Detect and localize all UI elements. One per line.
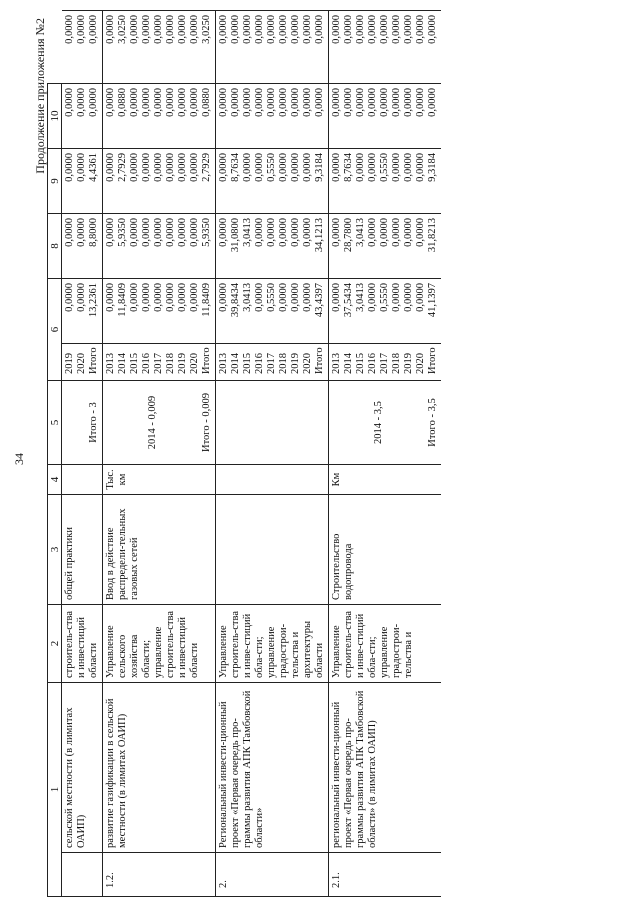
amount: 0,0000 xyxy=(302,283,313,312)
amount: 3,0413 xyxy=(242,218,253,247)
indicator-value xyxy=(329,381,442,465)
amount-cell xyxy=(62,84,103,149)
continuation-caption: Продолжение приложения №2 xyxy=(33,18,47,174)
column-header: 1 xyxy=(48,683,62,897)
measure-name: Региональный инвести-ционный проект «Первая очередь про-граммы развития АПК Тамбовской области» xyxy=(216,683,329,853)
column-header: 9 xyxy=(48,149,62,214)
page-number: 34 xyxy=(12,453,26,465)
amount: 43,4397 xyxy=(314,283,325,318)
amount: 0,0000 xyxy=(76,88,87,117)
amount: 31,0800 xyxy=(230,218,241,253)
year: 2017 xyxy=(153,353,164,374)
amount: 0,0000 xyxy=(379,88,390,117)
amount: 0,0000 xyxy=(355,153,366,182)
indicator-value xyxy=(103,381,216,465)
unit: Км xyxy=(329,465,442,495)
amount: 0,0000 xyxy=(153,15,164,44)
indicator xyxy=(216,495,329,605)
amount-cell xyxy=(329,279,442,344)
amount: 0,0000 xyxy=(165,153,176,182)
amount: 0,0000 xyxy=(415,283,426,312)
amount: 0,0000 xyxy=(153,283,164,312)
amount: 0,0000 xyxy=(105,283,116,312)
amount: 0,0000 xyxy=(278,283,289,312)
amount: 0,0000 xyxy=(88,88,99,117)
year: Итого xyxy=(314,347,325,374)
amount: 0,0000 xyxy=(427,15,438,44)
period-total: Итого - 3,5 xyxy=(427,398,438,447)
year: Итого xyxy=(427,347,438,374)
amount: 0,0000 xyxy=(290,218,301,247)
year: Итого xyxy=(201,347,212,374)
years-cell xyxy=(329,344,442,381)
amount: 0,0000 xyxy=(391,153,402,182)
amount: 0,0000 xyxy=(64,15,75,44)
amount: 0,0000 xyxy=(331,283,342,312)
table-row xyxy=(329,11,442,897)
amount-cell xyxy=(329,214,442,279)
year: 2019 xyxy=(64,353,75,374)
amount: 0,0000 xyxy=(355,15,366,44)
amount: 0,0000 xyxy=(379,218,390,247)
amount: 39,8434 xyxy=(230,283,241,318)
amount: 0,0000 xyxy=(278,153,289,182)
amount: 0,0000 xyxy=(189,88,200,117)
column-header: 3 xyxy=(48,495,62,605)
amount: 0,0000 xyxy=(76,218,87,247)
year: 2013 xyxy=(331,353,342,374)
amount: 0,5550 xyxy=(379,153,390,182)
indicator: общей практики xyxy=(62,495,103,605)
amount: 0,0000 xyxy=(254,153,265,182)
amount: 11,8409 xyxy=(201,283,212,317)
amount: 0,0000 xyxy=(218,218,229,247)
amount: 4,4361 xyxy=(88,153,99,182)
amount: 0,0000 xyxy=(88,15,99,44)
amount: 0,0000 xyxy=(391,15,402,44)
amount-cell xyxy=(103,149,216,214)
year: 2020 xyxy=(189,353,200,374)
amount-cell xyxy=(329,84,442,149)
amount: 0,0000 xyxy=(141,15,152,44)
amount: 0,0000 xyxy=(141,283,152,312)
period-target: 2014 - 3,5 xyxy=(373,401,384,444)
year: 2014 xyxy=(230,353,241,374)
amount: 0,0000 xyxy=(153,88,164,117)
amount: 0,0000 xyxy=(141,218,152,247)
amount: 0,0000 xyxy=(367,15,378,44)
amount-cell xyxy=(216,11,329,84)
amount: 0,0000 xyxy=(129,218,140,247)
amount: 0,0000 xyxy=(189,283,200,312)
amount: 0,0000 xyxy=(367,153,378,182)
amount: 0,0000 xyxy=(165,218,176,247)
column-header: 4 xyxy=(48,465,62,495)
year: 2017 xyxy=(379,353,390,374)
amount: 0,0000 xyxy=(290,88,301,117)
year: 2018 xyxy=(391,353,402,374)
amount: 0,0000 xyxy=(302,88,313,117)
amount: 3,0413 xyxy=(355,218,366,247)
indicator-value xyxy=(62,381,103,465)
year: 2015 xyxy=(129,353,140,374)
indicator: Ввод в действие распредели-тельных газовых сетей xyxy=(103,495,216,605)
amount: 0,0000 xyxy=(129,283,140,312)
amount: 8,7634 xyxy=(230,153,241,182)
year: 2016 xyxy=(367,353,378,374)
amount: 0,0000 xyxy=(367,283,378,312)
amount: 0,0000 xyxy=(177,153,188,182)
amount: 0,0000 xyxy=(290,15,301,44)
amount: 8,7634 xyxy=(343,153,354,182)
unit: Тыс. км xyxy=(103,465,216,495)
year: 2020 xyxy=(76,353,87,374)
amount: 0,0000 xyxy=(177,88,188,117)
year: 2020 xyxy=(415,353,426,374)
column-header: 8 xyxy=(48,214,62,279)
column-header: 5 xyxy=(48,381,62,465)
amount: 0,0000 xyxy=(105,153,116,182)
amount: 0,0000 xyxy=(331,218,342,247)
table-row xyxy=(216,11,329,897)
amount: 0,0000 xyxy=(379,15,390,44)
amount-cell xyxy=(329,149,442,214)
amount-cell xyxy=(216,279,329,344)
amount: 2,7929 xyxy=(201,153,212,182)
amount: 2,7929 xyxy=(117,153,128,182)
amount: 34,1213 xyxy=(314,218,325,253)
amount: 0,0000 xyxy=(64,283,75,312)
amount: 0,0000 xyxy=(302,218,313,247)
year: 2014 xyxy=(343,353,354,374)
amount-cell xyxy=(216,149,329,214)
amount: 0,0000 xyxy=(242,153,253,182)
amount: 0,0000 xyxy=(302,15,313,44)
row-number: 2. xyxy=(216,853,329,897)
amount: 0,0000 xyxy=(218,153,229,182)
row-number: 2.1. xyxy=(329,853,442,897)
amount: 0,0000 xyxy=(415,88,426,117)
amount: 0,0000 xyxy=(314,15,325,44)
amount: 0,0000 xyxy=(415,15,426,44)
amount: 0,0000 xyxy=(129,153,140,182)
year: 2019 xyxy=(177,353,188,374)
amount-cell xyxy=(103,84,216,149)
amount: 0,0000 xyxy=(177,218,188,247)
measure-name: сельской местности (в лимитах ОАИП) xyxy=(62,683,103,853)
year: Итого xyxy=(88,347,99,374)
amount: 0,0000 xyxy=(266,218,277,247)
measure-name: региональный инвести-ционный проект «Первая очередь про-граммы развития АПК Тамбовской области» (в лимитах ОАИП) xyxy=(329,683,442,853)
amount: 3,0250 xyxy=(201,15,212,44)
amount: 0,0000 xyxy=(242,88,253,117)
row-number: 1.2. xyxy=(103,853,216,897)
amount: 13,2361 xyxy=(88,283,99,318)
amount-cell xyxy=(103,279,216,344)
amount-cell xyxy=(62,11,103,84)
amount: 0,0000 xyxy=(189,218,200,247)
amount: 0,0000 xyxy=(331,153,342,182)
amount: 0,0000 xyxy=(153,153,164,182)
year: 2020 xyxy=(302,353,313,374)
amount: 0,0000 xyxy=(230,15,241,44)
amount: 0,0000 xyxy=(290,153,301,182)
amount-cell xyxy=(62,214,103,279)
amount: 0,0000 xyxy=(278,218,289,247)
amount-cell xyxy=(62,279,103,344)
amount: 0,0000 xyxy=(403,88,414,117)
amount: 3,0413 xyxy=(242,283,253,312)
executor: Управление строитель-ства и инве-стиций обла-сти; управление градострои-тельства и архитектуры области xyxy=(216,605,329,683)
amount: 0,0000 xyxy=(64,153,75,182)
year: 2016 xyxy=(141,353,152,374)
header-row xyxy=(48,11,62,897)
amount: 5,9350 xyxy=(201,218,212,247)
amount: 0,0000 xyxy=(415,153,426,182)
amount: 0,5550 xyxy=(266,153,277,182)
year: 2015 xyxy=(355,353,366,374)
amount-cell xyxy=(62,149,103,214)
amount: 0,0000 xyxy=(403,15,414,44)
amount: 0,0000 xyxy=(391,218,402,247)
amount-cell xyxy=(329,11,442,84)
amount: 31,8213 xyxy=(427,218,438,253)
amount-cell xyxy=(103,214,216,279)
amount: 0,0000 xyxy=(367,218,378,247)
indicator-value xyxy=(216,381,329,465)
amount: 0,0000 xyxy=(105,15,116,44)
amount: 0,0000 xyxy=(343,15,354,44)
amount: 37,5434 xyxy=(343,283,354,318)
executor: Управление строитель-ства и инве-стиций обла-сти; управление градострои-тельства и xyxy=(329,605,442,683)
year: 2017 xyxy=(266,353,277,374)
amount: 0,5550 xyxy=(379,283,390,312)
amount: 0,0000 xyxy=(177,283,188,312)
table-row xyxy=(62,11,103,897)
amount: 0,0000 xyxy=(278,88,289,117)
indicator: Строительство водопровода xyxy=(329,495,442,605)
amount: 0,0000 xyxy=(105,218,116,247)
period-target: 2014 - 0,009 xyxy=(147,395,158,450)
year: 2015 xyxy=(242,353,253,374)
amount: 5,9350 xyxy=(117,218,128,247)
amount: 0,0000 xyxy=(391,283,402,312)
year: 2018 xyxy=(278,353,289,374)
amount: 0,0880 xyxy=(117,88,128,117)
column-header: 2 xyxy=(48,605,62,683)
column-header: 6 xyxy=(48,279,62,381)
amount: 0,0000 xyxy=(129,15,140,44)
amount: 0,0000 xyxy=(266,15,277,44)
years-cell xyxy=(216,344,329,381)
amount: 0,0000 xyxy=(254,15,265,44)
amount: 9,3184 xyxy=(427,153,438,182)
amount: 0,0000 xyxy=(153,218,164,247)
amount: 41,1397 xyxy=(427,283,438,318)
amount: 0,0000 xyxy=(427,88,438,117)
amount: 0,0000 xyxy=(415,218,426,247)
amount: 0,0000 xyxy=(254,218,265,247)
program-table xyxy=(47,10,441,897)
amount: 0,0000 xyxy=(141,153,152,182)
amount: 0,0000 xyxy=(254,88,265,117)
column-header: 10 xyxy=(48,84,62,149)
row-number xyxy=(62,853,103,897)
amount: 8,8000 xyxy=(88,218,99,247)
amount: 0,0000 xyxy=(165,15,176,44)
year: 2019 xyxy=(290,353,301,374)
amount-cell xyxy=(216,214,329,279)
amount: 28,7800 xyxy=(343,218,354,253)
years-cell xyxy=(62,344,103,381)
table-row xyxy=(103,11,216,897)
amount: 0,0000 xyxy=(343,88,354,117)
amount: 11,8409 xyxy=(117,283,128,317)
amount: 0,0000 xyxy=(64,88,75,117)
executor: Управление сельского хозяйства области; управление строитель-ства и инвестиций области xyxy=(103,605,216,683)
year: 2013 xyxy=(105,353,116,374)
amount: 0,0000 xyxy=(141,88,152,117)
amount: 0,0000 xyxy=(165,283,176,312)
years-cell xyxy=(103,344,216,381)
period-total: Итого - 3 xyxy=(88,402,99,443)
amount-cell xyxy=(216,84,329,149)
amount: 9,3184 xyxy=(314,153,325,182)
amount: 0,0000 xyxy=(355,88,366,117)
amount: 0,0000 xyxy=(189,15,200,44)
amount: 0,0000 xyxy=(266,88,277,117)
amount: 0,0000 xyxy=(218,283,229,312)
amount: 0,0000 xyxy=(76,283,87,312)
amount: 0,0000 xyxy=(403,218,414,247)
amount: 0,0000 xyxy=(218,15,229,44)
amount: 0,0000 xyxy=(254,283,265,312)
period-total: Итого - 0,009 xyxy=(201,393,212,452)
amount: 0,0000 xyxy=(331,15,342,44)
year: 2018 xyxy=(165,353,176,374)
executor: строитель-ства и инвестиций области xyxy=(62,605,103,683)
measure-name: развитие газификации в сельской местности (в лимитах ОАИП) xyxy=(103,683,216,853)
year: 2019 xyxy=(403,353,414,374)
unit xyxy=(216,465,329,495)
amount: 0,0000 xyxy=(242,15,253,44)
amount: 0,0000 xyxy=(403,153,414,182)
amount: 0,0000 xyxy=(76,153,87,182)
year: 2016 xyxy=(254,353,265,374)
amount: 3,0413 xyxy=(355,283,366,312)
amount: 0,0000 xyxy=(177,15,188,44)
amount: 0,0000 xyxy=(76,15,87,44)
amount: 0,0000 xyxy=(302,153,313,182)
amount: 0,0000 xyxy=(165,88,176,117)
amount: 0,0000 xyxy=(403,283,414,312)
unit xyxy=(62,465,103,495)
amount: 0,0880 xyxy=(201,88,212,117)
amount: 3,0250 xyxy=(117,15,128,44)
amount: 0,0000 xyxy=(278,15,289,44)
amount-cell xyxy=(103,11,216,84)
amount: 0,0000 xyxy=(290,283,301,312)
amount: 0,0000 xyxy=(218,88,229,117)
amount: 0,0000 xyxy=(230,88,241,117)
amount: 0,0000 xyxy=(367,88,378,117)
year: 2013 xyxy=(218,353,229,374)
amount: 0,0000 xyxy=(314,88,325,117)
amount: 0,0000 xyxy=(391,88,402,117)
amount: 0,0000 xyxy=(64,218,75,247)
amount: 0,0000 xyxy=(129,88,140,117)
amount: 0,0000 xyxy=(105,88,116,117)
year: 2014 xyxy=(117,353,128,374)
amount: 0,0000 xyxy=(189,153,200,182)
amount: 0,5550 xyxy=(266,283,277,312)
amount: 0,0000 xyxy=(331,88,342,117)
